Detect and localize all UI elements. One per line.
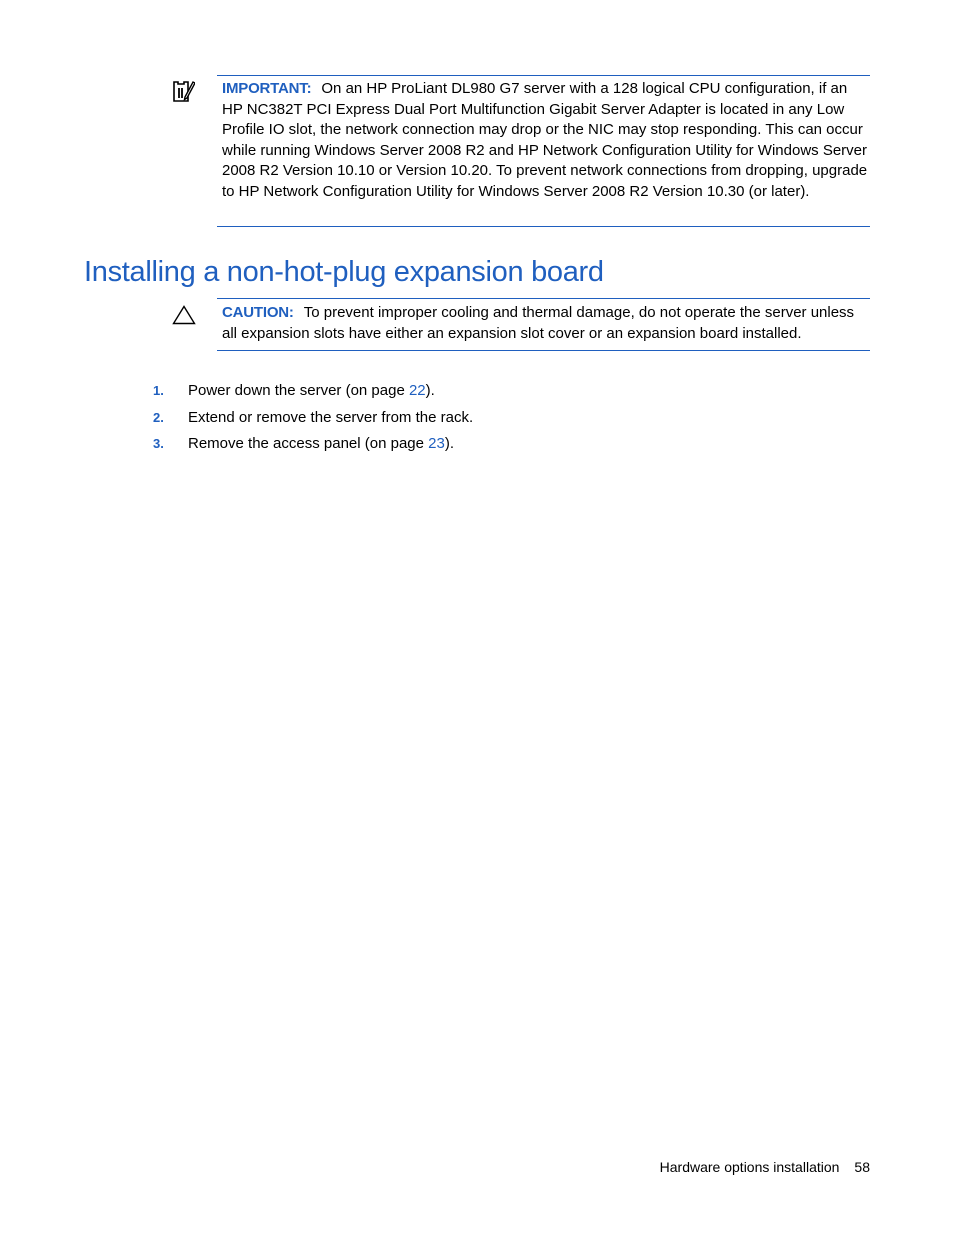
- step-number: 3.: [153, 436, 164, 451]
- page-reference-link[interactable]: 22: [408, 382, 426, 399]
- important-label: IMPORTANT:: [222, 80, 312, 97]
- footer-section-name: Hardware options installation: [659, 1159, 840, 1175]
- step-number: 2.: [153, 409, 164, 425]
- step-text: Extend or remove the server from the rack.: [188, 408, 474, 426]
- important-note-icon: [171, 78, 195, 104]
- step-text: Power down the server (on page 22).: [188, 382, 435, 399]
- page-reference-link[interactable]: 23: [428, 435, 445, 452]
- caution-notice-body: [217, 299, 870, 344]
- caution-label: CAUTION:: [222, 304, 294, 321]
- caution-text: To prevent improper cooling and thermal damage, do not operate the server unless all expansion slots have either an expansion slot cover or an expansion board installed.: [222, 304, 855, 342]
- caution-triangle-icon: [172, 305, 196, 325]
- important-notice-body: [217, 76, 870, 202]
- step-item: [0, 380, 954, 407]
- step-item: [0, 407, 954, 434]
- caution-notice: [217, 298, 870, 351]
- step-item: [0, 433, 954, 460]
- page-number: 58: [854, 1159, 870, 1175]
- important-text: On an HP ProLiant DL980 G7 server with a 128 logical CPU configuration, if an HP NC382T PCI Express Dual Port Multifunction Gigabit Server Adapter is located in any Low Profile IO slot, the network connection may drop or the NIC may stop responding. This can occur while running Windows Server 2008 R2 and HP Network Configuration Utility for Windows Server 2008 R2 Version 10.10 or Version 10.20. To prevent network connections from dropping, upgrade to HP Network Configuration Utility for Windows Server 2008 R2 Version 10.30 (or later).: [222, 80, 868, 200]
- step-number: 1.: [153, 383, 164, 398]
- procedure-steps: [0, 380, 954, 460]
- page-footer: [660, 1157, 870, 1177]
- section-title: Installing a non-hot-plug expansion board: [84, 256, 604, 288]
- step-text: Remove the access panel (on page 23).: [188, 435, 455, 452]
- important-notice: [217, 75, 870, 227]
